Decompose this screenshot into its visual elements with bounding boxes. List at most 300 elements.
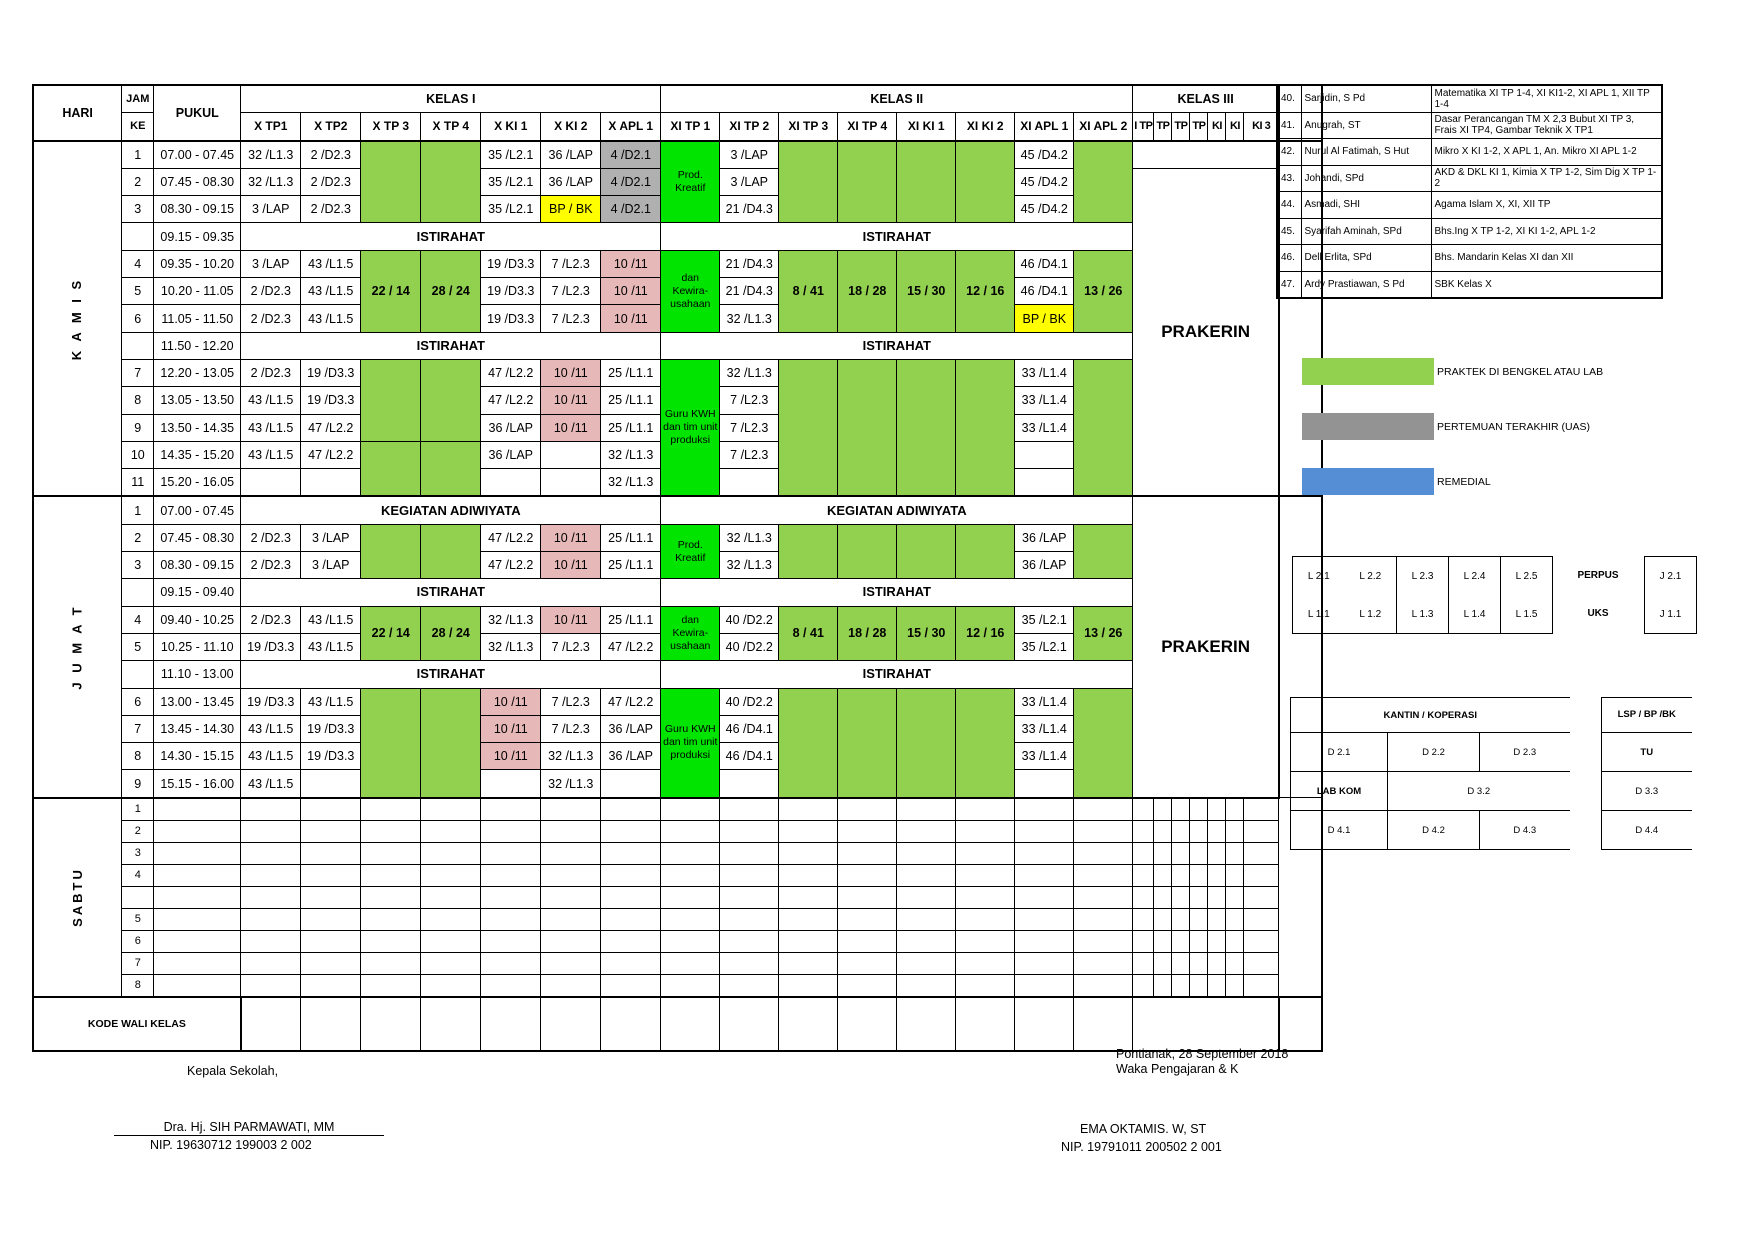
empty-cell bbox=[481, 864, 541, 886]
header-hari: HARI bbox=[33, 85, 122, 141]
wali-cell bbox=[301, 997, 361, 1051]
lesson-cell bbox=[720, 469, 779, 497]
teacher-name: Nurul Al Fatimah, S Hut bbox=[1301, 139, 1431, 166]
empty-cell bbox=[361, 798, 421, 821]
adiwiyata-label: KEGIATAN ADIWIYATA bbox=[661, 496, 1133, 524]
empty-cell bbox=[897, 886, 956, 908]
time-cell: 13.05 - 13.50 bbox=[154, 387, 241, 414]
empty-cell bbox=[154, 974, 241, 997]
kode-wali-label: KODE WALI KELAS bbox=[33, 997, 241, 1051]
time-cell: 11.50 - 12.20 bbox=[154, 332, 241, 359]
lesson-cell: 7 /L2.3 bbox=[541, 278, 601, 305]
room-perpus: PERPUS bbox=[1577, 569, 1619, 581]
practice-cell bbox=[1074, 359, 1133, 496]
empty-cell bbox=[1172, 886, 1190, 908]
empty-cell bbox=[838, 864, 897, 886]
time-cell: 13.45 - 14.30 bbox=[154, 715, 241, 742]
legend-label-remedial: REMEDIAL bbox=[1437, 476, 1491, 488]
room-map-perpus bbox=[1568, 556, 1628, 632]
break-label: ISTIRAHAT bbox=[241, 223, 661, 250]
adiwiyata-label: KEGIATAN ADIWIYATA bbox=[241, 496, 661, 524]
practice-cell: 18 / 28 bbox=[838, 250, 897, 332]
practice-cell bbox=[1074, 524, 1133, 579]
lesson-cell: 25 /L1.1 bbox=[601, 414, 661, 441]
jam-number bbox=[122, 579, 154, 606]
lesson-cell: 7 /L2.3 bbox=[541, 250, 601, 277]
lesson-cell: 32 /L1.3 bbox=[481, 633, 541, 660]
practice-cell bbox=[1074, 688, 1133, 798]
empty-cell bbox=[541, 798, 601, 821]
kepala-title: Kepala Sekolah, bbox=[187, 1064, 279, 1078]
jam-number: 2 bbox=[122, 820, 154, 842]
empty-cell bbox=[1133, 864, 1154, 886]
break-label: ISTIRAHAT bbox=[661, 661, 1133, 688]
room-l23: L 2.3 bbox=[1397, 557, 1449, 596]
empty-cell bbox=[1244, 886, 1279, 908]
empty-cell bbox=[1226, 952, 1244, 974]
lesson-cell: 33 /L1.4 bbox=[1015, 359, 1074, 386]
lesson-cell: 4 /D2.1 bbox=[601, 168, 661, 195]
lesson-cell: 7 /L2.3 bbox=[720, 387, 779, 414]
lesson-cell: 10 /11 bbox=[541, 524, 601, 551]
kewirausahaan-cell: dan Kewira-usahaan bbox=[661, 606, 720, 661]
room-d41: D 4.1 bbox=[1291, 811, 1388, 850]
jam-number: 3 bbox=[122, 842, 154, 864]
empty-cell bbox=[720, 820, 779, 842]
practice-cell bbox=[361, 359, 421, 441]
lesson-cell: 2 /D2.3 bbox=[301, 196, 361, 223]
teacher-no: 46. bbox=[1277, 245, 1301, 272]
empty-cell bbox=[720, 798, 779, 821]
lesson-cell bbox=[601, 770, 661, 798]
empty-cell bbox=[301, 842, 361, 864]
empty-cell bbox=[601, 864, 661, 886]
empty-cell bbox=[1208, 930, 1226, 952]
empty-cell bbox=[1154, 952, 1172, 974]
lesson-cell: 19 /D3.3 bbox=[301, 359, 361, 386]
practice-cell bbox=[779, 141, 838, 223]
empty-cell bbox=[838, 886, 897, 908]
empty-cell bbox=[1133, 930, 1154, 952]
lesson-cell bbox=[541, 441, 601, 468]
wali-cell bbox=[897, 997, 956, 1051]
empty-cell bbox=[481, 798, 541, 821]
empty-cell bbox=[1015, 930, 1074, 952]
legend-swatch-praktek bbox=[1302, 358, 1434, 385]
lesson-cell: 2 /D2.3 bbox=[241, 606, 301, 633]
empty-cell bbox=[481, 886, 541, 908]
jam-number: 2 bbox=[122, 524, 154, 551]
day-sabtu bbox=[33, 798, 122, 997]
header-kelas-2: KELAS II bbox=[661, 85, 1133, 113]
time-cell: 07.00 - 07.45 bbox=[154, 141, 241, 169]
room-l25: L 2.5 bbox=[1501, 557, 1553, 596]
wali-cell bbox=[779, 997, 838, 1051]
jam-number: 1 bbox=[122, 798, 154, 821]
practice-cell bbox=[956, 524, 1015, 579]
empty-cell bbox=[1190, 842, 1208, 864]
room-map-j bbox=[1644, 556, 1697, 634]
lesson-cell: 33 /L1.4 bbox=[1015, 387, 1074, 414]
empty-cell bbox=[897, 930, 956, 952]
time-cell: 13.00 - 13.45 bbox=[154, 688, 241, 715]
empty-cell bbox=[661, 886, 720, 908]
practice-cell: 18 / 28 bbox=[838, 606, 897, 661]
empty-cell bbox=[1244, 974, 1279, 997]
room-l15: L 1.5 bbox=[1501, 595, 1553, 634]
room-map-kantin bbox=[1290, 697, 1570, 850]
day-kamis bbox=[33, 141, 122, 497]
empty-cell bbox=[1244, 952, 1279, 974]
wali-cell bbox=[956, 997, 1015, 1051]
empty-cell bbox=[301, 820, 361, 842]
jam-number bbox=[122, 332, 154, 359]
lesson-cell: 40 /D2.2 bbox=[720, 606, 779, 633]
empty-cell bbox=[1190, 974, 1208, 997]
empty-cell bbox=[1190, 908, 1208, 930]
lesson-cell: 32 /L1.3 bbox=[541, 743, 601, 770]
empty-cell bbox=[779, 820, 838, 842]
empty-cell bbox=[1074, 820, 1133, 842]
room-d44: D 4.4 bbox=[1602, 811, 1692, 850]
teacher-row bbox=[1277, 245, 1662, 272]
room-l24: L 2.4 bbox=[1449, 557, 1501, 596]
time-cell: 11.05 - 11.50 bbox=[154, 305, 241, 332]
room-d32: D 3.2 bbox=[1388, 772, 1570, 811]
lesson-cell: 47 /L2.2 bbox=[601, 633, 661, 660]
empty-cell bbox=[541, 952, 601, 974]
lesson-cell: 21 /D4.3 bbox=[720, 278, 779, 305]
lesson-cell: 32 /L1.3 bbox=[601, 441, 661, 468]
class-header: X TP 4 bbox=[421, 113, 481, 141]
empty-cell bbox=[541, 886, 601, 908]
room-l22: L 2.2 bbox=[1345, 557, 1397, 596]
lesson-cell: 25 /L1.1 bbox=[601, 524, 661, 551]
lesson-cell: 47 /L2.2 bbox=[301, 414, 361, 441]
empty-cell bbox=[361, 952, 421, 974]
jam-number: 7 bbox=[122, 715, 154, 742]
empty-cell bbox=[1226, 798, 1244, 821]
room-uks: UKS bbox=[1587, 607, 1609, 619]
lesson-cell: 32 /L1.3 bbox=[541, 770, 601, 798]
jam-number bbox=[122, 223, 154, 250]
lesson-cell: 4 /D2.1 bbox=[601, 196, 661, 223]
empty-cell bbox=[1208, 864, 1226, 886]
lesson-cell: 32 /L1.3 bbox=[720, 524, 779, 551]
lesson-cell: 2 /D2.3 bbox=[241, 305, 301, 332]
class-header: XI KI 2 bbox=[956, 113, 1015, 141]
lesson-cell: 10 /11 bbox=[601, 250, 661, 277]
lesson-cell: 2 /D2.3 bbox=[241, 359, 301, 386]
empty-cell bbox=[241, 798, 301, 821]
practice-cell: 13 / 26 bbox=[1074, 606, 1133, 661]
practice-cell bbox=[897, 524, 956, 579]
empty-cell bbox=[720, 974, 779, 997]
empty-cell bbox=[1226, 886, 1244, 908]
jam-number: 9 bbox=[122, 414, 154, 441]
practice-cell bbox=[838, 688, 897, 798]
jam-number: 5 bbox=[122, 278, 154, 305]
empty-cell bbox=[956, 820, 1015, 842]
teacher-no: 47. bbox=[1277, 271, 1301, 298]
wali-cell bbox=[361, 997, 421, 1051]
prakerin-cell: PRAKERIN bbox=[1133, 168, 1279, 496]
empty-cell bbox=[301, 798, 361, 821]
practice-cell bbox=[779, 359, 838, 496]
practice-cell bbox=[897, 359, 956, 496]
practice-cell bbox=[421, 441, 481, 496]
lesson-cell: 46 /D4.1 bbox=[1015, 278, 1074, 305]
practice-cell bbox=[421, 524, 481, 579]
lesson-cell: 21 /D4.3 bbox=[720, 250, 779, 277]
kepala-nip: NIP. 19630712 199003 2 002 bbox=[150, 1138, 312, 1152]
class-header: X TP 3 bbox=[361, 113, 421, 141]
empty-cell bbox=[421, 908, 481, 930]
practice-cell bbox=[838, 359, 897, 496]
lesson-cell: 10 /11 bbox=[541, 552, 601, 579]
practice-cell: 28 / 24 bbox=[421, 606, 481, 661]
lesson-cell: 3 /LAP bbox=[720, 168, 779, 195]
time-cell: 09.35 - 10.20 bbox=[154, 250, 241, 277]
empty-cell bbox=[661, 974, 720, 997]
class-header: XI APL 1 bbox=[1015, 113, 1074, 141]
jam-number: 3 bbox=[122, 196, 154, 223]
empty-cell bbox=[1133, 842, 1154, 864]
empty-cell bbox=[1172, 820, 1190, 842]
empty-cell bbox=[1154, 908, 1172, 930]
lesson-cell: 43 /L1.5 bbox=[301, 606, 361, 633]
empty-cell bbox=[241, 864, 301, 886]
lesson-cell bbox=[1015, 441, 1074, 468]
jam-number: 5 bbox=[122, 633, 154, 660]
time-cell: 14.35 - 15.20 bbox=[154, 441, 241, 468]
empty-cell bbox=[1015, 974, 1074, 997]
practice-cell: 13 / 26 bbox=[1074, 250, 1133, 332]
lesson-cell: 25 /L1.1 bbox=[601, 606, 661, 633]
empty-cell bbox=[1190, 820, 1208, 842]
teacher-no: 42. bbox=[1277, 139, 1301, 166]
empty-cell bbox=[601, 952, 661, 974]
empty-cell bbox=[956, 798, 1015, 821]
lesson-cell: 32 /L1.3 bbox=[720, 305, 779, 332]
lesson-cell: 19 /D3.3 bbox=[241, 688, 301, 715]
empty-cell bbox=[421, 930, 481, 952]
prod-kreatif-cell: Prod. Kreatif bbox=[661, 141, 720, 223]
empty-cell bbox=[241, 886, 301, 908]
room-j21: J 2.1 bbox=[1645, 557, 1697, 596]
lesson-cell: 36 /LAP bbox=[601, 743, 661, 770]
practice-cell: 15 / 30 bbox=[897, 606, 956, 661]
empty-cell bbox=[779, 930, 838, 952]
kepala-name: Dra. Hj. SIH PARMAWATI, MM bbox=[114, 1120, 384, 1136]
empty-cell bbox=[481, 908, 541, 930]
practice-cell: 28 / 24 bbox=[421, 250, 481, 332]
lesson-cell bbox=[1015, 469, 1074, 497]
empty-cell bbox=[361, 864, 421, 886]
empty-cell bbox=[720, 864, 779, 886]
empty-cell bbox=[601, 908, 661, 930]
practice-cell bbox=[779, 524, 838, 579]
lesson-cell: 7 /L2.3 bbox=[541, 633, 601, 660]
lesson-cell: 43 /L1.5 bbox=[241, 743, 301, 770]
room-d23: D 2.3 bbox=[1480, 733, 1570, 772]
class-header: TP bbox=[1154, 113, 1172, 141]
lesson-cell: 4 /D2.1 bbox=[601, 141, 661, 169]
teacher-row bbox=[1277, 85, 1662, 112]
empty-cell bbox=[956, 886, 1015, 908]
empty-cell bbox=[541, 842, 601, 864]
lesson-cell: 46 /D4.1 bbox=[1015, 250, 1074, 277]
empty-cell bbox=[421, 886, 481, 908]
practice-cell bbox=[779, 688, 838, 798]
empty-cell bbox=[779, 798, 838, 821]
wali-cell bbox=[421, 997, 481, 1051]
practice-cell bbox=[361, 524, 421, 579]
empty-cell bbox=[1154, 798, 1172, 821]
empty-cell bbox=[301, 908, 361, 930]
lesson-cell bbox=[481, 469, 541, 497]
lesson-cell: 10 /11 bbox=[541, 606, 601, 633]
lesson-cell: 33 /L1.4 bbox=[1015, 715, 1074, 742]
empty-cell bbox=[1172, 864, 1190, 886]
jam-number: 11 bbox=[122, 469, 154, 497]
guru-kwh-cell: Guru KWH dan tim unit produksi bbox=[661, 688, 720, 798]
lesson-cell: 35 /L2.1 bbox=[1015, 606, 1074, 633]
lesson-cell: 35 /L2.1 bbox=[481, 196, 541, 223]
empty-cell bbox=[241, 842, 301, 864]
jam-number: 3 bbox=[122, 552, 154, 579]
lesson-cell bbox=[241, 469, 301, 497]
lesson-cell: 2 /D2.3 bbox=[301, 168, 361, 195]
empty-cell bbox=[720, 908, 779, 930]
class-header: XI TP 1 bbox=[661, 113, 720, 141]
lesson-cell: 45 /D4.2 bbox=[1015, 141, 1074, 169]
empty-cell bbox=[838, 842, 897, 864]
room-d43: D 4.3 bbox=[1480, 811, 1570, 850]
time-cell: 09.15 - 09.35 bbox=[154, 223, 241, 250]
lesson-cell: 35 /L2.1 bbox=[481, 141, 541, 169]
practice-cell bbox=[1074, 141, 1133, 223]
lesson-cell: 7 /L2.3 bbox=[541, 305, 601, 332]
break-label: ISTIRAHAT bbox=[241, 661, 661, 688]
room-map-lsp bbox=[1601, 697, 1692, 850]
empty-cell bbox=[1172, 908, 1190, 930]
lesson-cell: 7 /L2.3 bbox=[541, 715, 601, 742]
day-jumat bbox=[33, 496, 122, 797]
empty-cell bbox=[1208, 842, 1226, 864]
empty-cell bbox=[1154, 820, 1172, 842]
schedule-table bbox=[32, 84, 1323, 1052]
wali-cell bbox=[720, 997, 779, 1051]
empty-cell bbox=[956, 974, 1015, 997]
practice-cell: 8 / 41 bbox=[779, 250, 838, 332]
time-cell: 07.45 - 08.30 bbox=[154, 168, 241, 195]
jam-number: 2 bbox=[122, 168, 154, 195]
practice-cell bbox=[897, 141, 956, 223]
empty-cell bbox=[1244, 798, 1279, 821]
teacher-subject: Matematika XI TP 1-4, XI KI1-2, XI APL 1, XII TP 1-4 bbox=[1431, 85, 1662, 112]
empty-cell bbox=[1172, 798, 1190, 821]
lesson-cell: 45 /D4.2 bbox=[1015, 168, 1074, 195]
wali-cell bbox=[1133, 997, 1279, 1051]
empty-cell bbox=[838, 908, 897, 930]
lesson-cell: 43 /L1.5 bbox=[241, 441, 301, 468]
teacher-no: 40. bbox=[1277, 85, 1301, 112]
empty-cell bbox=[1244, 864, 1279, 886]
blank-cell bbox=[1133, 141, 1279, 169]
teacher-no: 44. bbox=[1277, 192, 1301, 219]
empty-cell bbox=[1190, 798, 1208, 821]
time-cell: 14.30 - 15.15 bbox=[154, 743, 241, 770]
empty-cell bbox=[1172, 974, 1190, 997]
wali-cell bbox=[1279, 997, 1322, 1051]
legend-label-uas: PERTEMUAN TERAKHIR (UAS) bbox=[1437, 421, 1591, 433]
empty-cell bbox=[421, 820, 481, 842]
empty-cell bbox=[1015, 886, 1074, 908]
lesson-cell: 33 /L1.4 bbox=[1015, 414, 1074, 441]
empty-cell bbox=[601, 798, 661, 821]
empty-cell bbox=[720, 930, 779, 952]
jam-number: 5 bbox=[122, 908, 154, 930]
room-d42: D 4.2 bbox=[1388, 811, 1480, 850]
teacher-name: Asmadi, SHI bbox=[1301, 192, 1431, 219]
teacher-row bbox=[1277, 165, 1662, 192]
class-header: X KI 2 bbox=[541, 113, 601, 141]
room-j11: J 1.1 bbox=[1645, 595, 1697, 634]
empty-cell bbox=[481, 842, 541, 864]
empty-cell bbox=[1208, 886, 1226, 908]
header-kelas-3: KELAS III bbox=[1133, 85, 1279, 113]
practice-cell: 22 / 14 bbox=[361, 250, 421, 332]
empty-cell bbox=[1133, 974, 1154, 997]
wali-cell bbox=[838, 997, 897, 1051]
empty-cell bbox=[481, 930, 541, 952]
lesson-cell: 36 /LAP bbox=[1015, 552, 1074, 579]
lesson-cell: BP / BK bbox=[541, 196, 601, 223]
lesson-cell: 7 /L2.3 bbox=[720, 414, 779, 441]
teacher-row bbox=[1277, 192, 1662, 219]
room-l21: L 2.1 bbox=[1293, 557, 1345, 596]
lesson-cell: 10 /11 bbox=[601, 305, 661, 332]
room-labkom: LAB KOM bbox=[1291, 772, 1388, 811]
empty-cell bbox=[661, 930, 720, 952]
empty-cell bbox=[661, 842, 720, 864]
time-cell: 08.30 - 09.15 bbox=[154, 552, 241, 579]
waka-name: EMA OKTAMIS. W, ST bbox=[1080, 1122, 1207, 1136]
empty-cell bbox=[720, 842, 779, 864]
empty-cell bbox=[1208, 952, 1226, 974]
class-header: XI APL 2 bbox=[1074, 113, 1133, 141]
empty-cell bbox=[897, 798, 956, 821]
empty-cell bbox=[897, 908, 956, 930]
teacher-no: 45. bbox=[1277, 218, 1301, 245]
teacher-no: 41. bbox=[1277, 112, 1301, 139]
lesson-cell: 43 /L1.5 bbox=[301, 250, 361, 277]
jam-number: 4 bbox=[122, 250, 154, 277]
lesson-cell: 33 /L1.4 bbox=[1015, 688, 1074, 715]
wali-cell bbox=[661, 997, 720, 1051]
time-cell: 07.00 - 07.45 bbox=[154, 496, 241, 524]
class-header: KI bbox=[1208, 113, 1226, 141]
empty-cell bbox=[154, 930, 241, 952]
wali-cell bbox=[1015, 997, 1074, 1051]
jam-number: 1 bbox=[122, 496, 154, 524]
teacher-subject: Mikro X KI 1-2, X APL 1, An. Mikro XI APL 1-2 bbox=[1431, 139, 1662, 166]
jam-number: 8 bbox=[122, 743, 154, 770]
empty-cell bbox=[1190, 930, 1208, 952]
empty-cell bbox=[1244, 820, 1279, 842]
lesson-cell: 10 /11 bbox=[601, 278, 661, 305]
